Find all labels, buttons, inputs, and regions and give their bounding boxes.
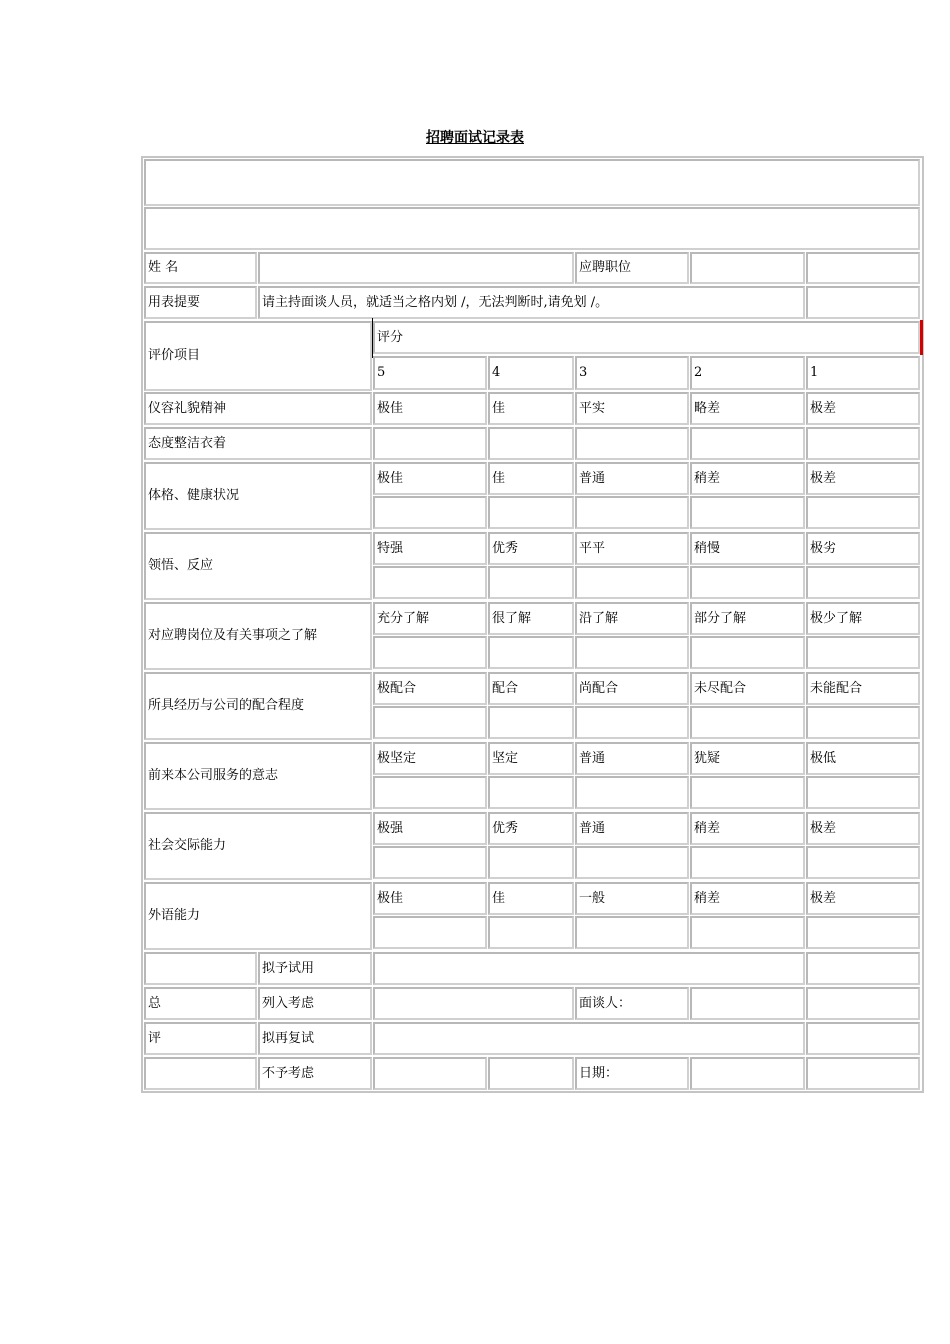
rating-label: 佳 <box>488 882 574 915</box>
check-cell[interactable] <box>690 496 805 529</box>
usage-label: 用表提要 <box>144 286 257 319</box>
summary-input[interactable] <box>373 987 574 1020</box>
check-cell[interactable] <box>373 916 487 949</box>
check-cell[interactable] <box>575 636 689 669</box>
rating-label: 普通 <box>575 812 689 845</box>
check-cell[interactable] <box>806 776 920 809</box>
criterion-label-2: 态度整洁衣着 <box>144 427 372 460</box>
score-5: 5 <box>373 356 487 390</box>
check-cell[interactable] <box>690 427 805 460</box>
blank-header-row-1[interactable] <box>144 159 920 206</box>
check-cell[interactable] <box>575 566 689 599</box>
rating-label: 极佳 <box>373 392 487 425</box>
check-cell[interactable] <box>690 706 805 739</box>
check-cell[interactable] <box>373 427 487 460</box>
rating-label: 极强 <box>373 812 487 845</box>
rating-label: 犹疑 <box>690 742 805 775</box>
rating-label: 尚配合 <box>575 672 689 705</box>
check-cell[interactable] <box>373 566 487 599</box>
summary-input[interactable] <box>373 952 805 985</box>
rating-label: 极佳 <box>373 882 487 915</box>
rating-label: 极差 <box>806 462 920 495</box>
rating-label: 极差 <box>806 882 920 915</box>
score-label: 评分 <box>373 321 920 354</box>
criterion-label: 体格、健康状况 <box>144 462 372 530</box>
date-input[interactable] <box>690 1057 805 1090</box>
rating-label: 优秀 <box>488 532 574 565</box>
rating-label: 优秀 <box>488 812 574 845</box>
rating-label: 配合 <box>488 672 574 705</box>
rating-label: 平实 <box>575 392 689 425</box>
score-4: 4 <box>488 356 574 390</box>
blank-cell[interactable] <box>806 987 920 1020</box>
blank-cell[interactable] <box>806 952 920 985</box>
check-cell[interactable] <box>373 706 487 739</box>
summary-option-consider: 列入考虑 <box>258 987 372 1020</box>
check-cell[interactable] <box>575 916 689 949</box>
name-label: 姓 名 <box>144 252 257 284</box>
interviewer-label: 面谈人： <box>575 987 689 1020</box>
blank-cell[interactable] <box>806 1057 920 1090</box>
summary-blank-cell[interactable] <box>144 952 257 985</box>
rating-label: 佳 <box>488 462 574 495</box>
summary-blank-cell[interactable] <box>144 1057 257 1090</box>
rating-label: 极配合 <box>373 672 487 705</box>
rating-label: 坚定 <box>488 742 574 775</box>
rating-label: 极佳 <box>373 462 487 495</box>
summary-label-1: 总 <box>144 987 257 1020</box>
summary-input[interactable] <box>373 1057 487 1090</box>
rating-label: 极差 <box>806 392 920 425</box>
criterion-label: 前来本公司服务的意志 <box>144 742 372 810</box>
criterion-label: 外语能力 <box>144 882 372 950</box>
rating-label: 极劣 <box>806 532 920 565</box>
page-title: 招聘面试记录表 <box>426 130 524 146</box>
check-cell[interactable] <box>488 846 574 879</box>
rating-label: 平平 <box>575 532 689 565</box>
check-cell[interactable] <box>806 706 920 739</box>
position-input[interactable] <box>690 252 805 284</box>
score-3: 3 <box>575 356 689 390</box>
check-cell[interactable] <box>575 706 689 739</box>
check-cell[interactable] <box>373 776 487 809</box>
check-cell[interactable] <box>575 776 689 809</box>
check-cell[interactable] <box>806 636 920 669</box>
check-cell[interactable] <box>373 496 487 529</box>
criterion-label: 社会交际能力 <box>144 812 372 880</box>
check-cell[interactable] <box>690 776 805 809</box>
date-label: 日期： <box>575 1057 689 1090</box>
position-label: 应聘职位 <box>575 252 689 284</box>
check-cell[interactable] <box>488 566 574 599</box>
criterion-label: 仪容礼貌精神 <box>144 392 372 425</box>
check-cell[interactable] <box>690 846 805 879</box>
check-cell[interactable] <box>488 776 574 809</box>
check-cell[interactable] <box>690 636 805 669</box>
rating-label: 稍慢 <box>690 532 805 565</box>
summary-input[interactable] <box>373 1022 805 1055</box>
check-cell[interactable] <box>575 496 689 529</box>
rating-label: 特强 <box>373 532 487 565</box>
rating-label: 未能配合 <box>806 672 920 705</box>
blank-cell[interactable] <box>806 286 920 319</box>
check-cell[interactable] <box>806 496 920 529</box>
column-divider <box>372 318 373 358</box>
rating-label: 一般 <box>575 882 689 915</box>
criterion-label: 领悟、反应 <box>144 532 372 600</box>
check-cell[interactable] <box>488 427 574 460</box>
check-cell[interactable] <box>488 636 574 669</box>
criterion-label: 所具经历与公司的配合程度 <box>144 672 372 740</box>
check-cell[interactable] <box>373 846 487 879</box>
red-edge-marker <box>920 320 923 355</box>
blank-cell[interactable] <box>806 252 920 284</box>
check-cell[interactable] <box>575 846 689 879</box>
score-2: 2 <box>690 356 805 390</box>
rating-label: 普通 <box>575 742 689 775</box>
check-cell[interactable] <box>373 636 487 669</box>
check-cell[interactable] <box>488 706 574 739</box>
interviewer-input[interactable] <box>690 987 805 1020</box>
rating-label: 普通 <box>575 462 689 495</box>
rating-label: 极坚定 <box>373 742 487 775</box>
rating-label: 部分了解 <box>690 602 805 635</box>
usage-text: 请主持面谈人员，就适当之格内划 /，无法判断时,请免划 /。 <box>258 286 805 319</box>
rating-label: 充分了解 <box>373 602 487 635</box>
criterion-label: 对应聘岗位及有关事项之了解 <box>144 602 372 670</box>
check-cell[interactable] <box>690 566 805 599</box>
summary-input[interactable] <box>488 1057 574 1090</box>
item-label: 评价项目 <box>144 321 372 391</box>
blank-header-row-2[interactable] <box>144 207 920 250</box>
summary-option-reject: 不予考虑 <box>258 1057 372 1090</box>
check-cell[interactable] <box>806 427 920 460</box>
check-cell[interactable] <box>488 916 574 949</box>
rating-label: 稍差 <box>690 882 805 915</box>
check-cell[interactable] <box>806 566 920 599</box>
rating-label: 沿了解 <box>575 602 689 635</box>
summary-label-2: 评 <box>144 1022 257 1055</box>
score-1: 1 <box>806 356 920 390</box>
check-cell[interactable] <box>575 427 689 460</box>
rating-label: 佳 <box>488 392 574 425</box>
rating-label: 极低 <box>806 742 920 775</box>
check-cell[interactable] <box>488 496 574 529</box>
rating-label: 未尽配合 <box>690 672 805 705</box>
rating-label: 稍差 <box>690 812 805 845</box>
rating-label: 极差 <box>806 812 920 845</box>
blank-cell[interactable] <box>806 1022 920 1055</box>
check-cell[interactable] <box>690 916 805 949</box>
summary-option-reinterview: 拟再复试 <box>258 1022 372 1055</box>
rating-label: 略差 <box>690 392 805 425</box>
rating-label: 很了解 <box>488 602 574 635</box>
name-input[interactable] <box>258 252 574 284</box>
rating-label: 稍差 <box>690 462 805 495</box>
check-cell[interactable] <box>806 846 920 879</box>
summary-option-trial: 拟予试用 <box>258 952 372 985</box>
rating-label: 极少了解 <box>806 602 920 635</box>
check-cell[interactable] <box>806 916 920 949</box>
